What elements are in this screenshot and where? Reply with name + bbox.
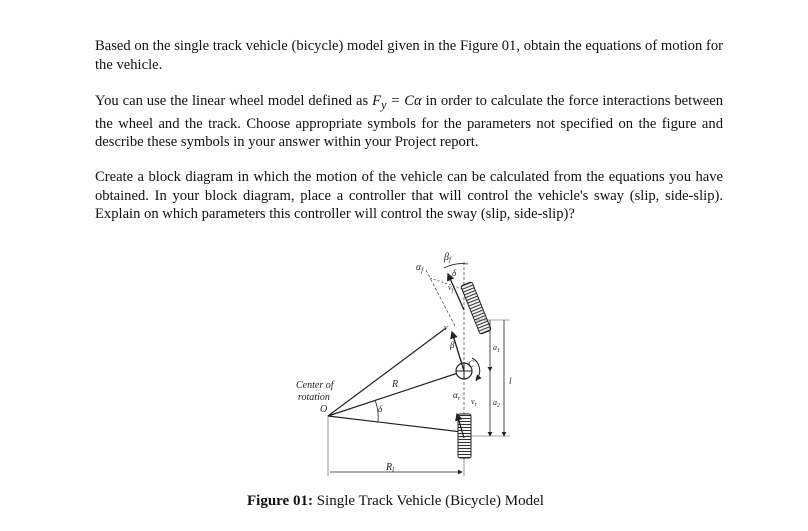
vr-label: $v_r$: [471, 397, 477, 408]
a1-label: $a_1$: [493, 343, 500, 354]
radius-line-R: [328, 371, 464, 416]
front-wheel: [461, 282, 492, 335]
caption-bold: Figure 01:: [247, 493, 313, 509]
l-label: l: [509, 376, 512, 386]
origin-label: O: [320, 404, 328, 415]
formula-fy: [372, 93, 422, 112]
a2-label: $a_2$: [493, 398, 500, 409]
front-velocity-arrow: [448, 274, 464, 310]
rl-label: $R_l$: [386, 462, 395, 474]
figure-caption: [247, 493, 544, 510]
front-axle-line: [328, 328, 446, 416]
r-label: r: [476, 374, 480, 383]
front-velocity-dashed: [426, 270, 456, 328]
center-label-1: Center of: [296, 380, 334, 391]
caption-text: Single Track Vehicle (Bicycle) Model: [312, 493, 544, 509]
alpha-r-label: $\alpha_r$: [453, 390, 461, 402]
rear-axle-line: [328, 416, 462, 432]
delta-label-top: δ: [452, 268, 457, 278]
paragraph-block-diagram: Create a block diagram in which the motion of the vehicle can be calculated from the equations you have obtained. In your block diagram, place a controller that will control the vehicle's sway (slip, side-slip). Explain on which parameters this controller will control the sway (slip, side-slip)?: [95, 169, 723, 223]
beta-label: β: [450, 340, 455, 350]
alpha-f-label: $\alpha_f$: [416, 262, 424, 274]
paragraph-wheel-model: [95, 92, 723, 152]
p2-text-after: in order to calculate the force interactions between the wheel and the track. Choose appropriate symbols for the parameters not specified on the figure and describe these symbols in your answer within your Project report.: [95, 93, 724, 151]
formula-sub-y: y: [381, 97, 387, 112]
vf-label: $v_f$: [448, 283, 454, 294]
formula-c-alpha: = Cα: [386, 93, 422, 109]
radius-label: R: [392, 379, 399, 390]
p2-text-before: You can use the linear wheel model defined as: [95, 93, 373, 109]
center-label-2: rotation: [298, 392, 330, 403]
v-label: v: [444, 323, 448, 332]
c-label: C: [468, 359, 475, 369]
bicycle-model-diagram: [280, 240, 540, 485]
delta-label-small: δ: [378, 404, 383, 414]
beta-f-label: $\beta_f$: [444, 252, 451, 264]
formula-f: F: [372, 93, 382, 109]
bicycle-model-figure: [280, 240, 540, 485]
paragraph-intro: Based on the single track vehicle (bicycle) model given in the Figure 01, obtain the equations of motion for the vehicle.: [95, 38, 723, 73]
